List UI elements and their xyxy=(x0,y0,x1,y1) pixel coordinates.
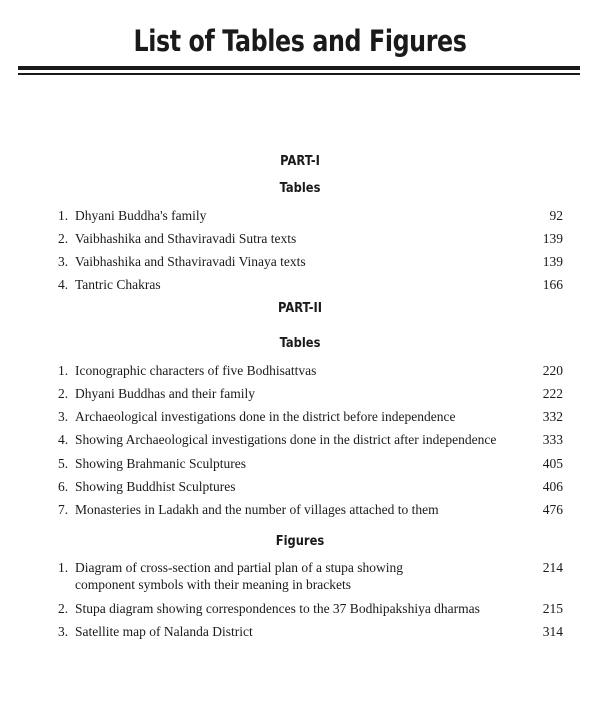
list-item xyxy=(58,385,563,402)
list-item xyxy=(58,207,563,224)
entry-title: Vaibhashika and Sthaviravadi Sutra texts xyxy=(75,231,297,246)
list-item xyxy=(58,253,563,270)
part-2-figures-heading: Figures xyxy=(275,533,325,549)
entry-number: 1. xyxy=(58,208,69,223)
entry-number: 3. xyxy=(58,624,69,639)
entry-title: Diagram of cross-section and partial plan of a stupa showing component symbols with their meaning in brackets xyxy=(75,560,404,592)
entry-title: Stupa diagram showing correspondences to the 37 Bodhipakshiya dharmas xyxy=(75,601,480,616)
entry-title: Monasteries in Ladakh and the number of villages attached to them xyxy=(75,502,439,517)
list-item xyxy=(58,408,563,425)
entry-number: 4. xyxy=(58,277,69,292)
entry-page: 332 xyxy=(542,409,563,424)
entry-number: 3. xyxy=(58,409,69,424)
entry-number: 1. xyxy=(58,560,69,575)
entry-number: 2. xyxy=(58,231,69,246)
entry-title: Showing Buddhist Sculptures xyxy=(75,479,236,494)
entry-title: Tantric Chakras xyxy=(75,277,161,292)
part-2-tables-heading: Tables xyxy=(279,335,321,351)
part-2-heading: PART-II xyxy=(277,300,322,316)
entry-title: Showing Brahmanic Sculptures xyxy=(75,456,246,471)
list-item xyxy=(58,276,563,293)
part-1-heading: PART-I xyxy=(280,153,320,169)
list-item xyxy=(58,478,563,495)
entry-page: 92 xyxy=(549,208,563,223)
entry-page: 405 xyxy=(542,456,563,471)
list-item xyxy=(58,559,563,593)
list-item xyxy=(58,600,563,617)
entry-title: Showing Archaeological investigations done in the district after independence xyxy=(75,432,497,447)
list-item xyxy=(58,362,563,379)
entry-number: 7. xyxy=(58,502,69,517)
entry-title: Archaeological investigations done in the district before independence xyxy=(75,409,456,424)
entry-number: 5. xyxy=(58,456,69,471)
list-item xyxy=(58,230,563,247)
list-item xyxy=(58,455,563,472)
list-item xyxy=(58,623,563,640)
entry-number: 2. xyxy=(58,601,69,616)
entry-page: 214 xyxy=(542,560,563,575)
entry-number: 4. xyxy=(58,432,69,447)
entry-page: 406 xyxy=(542,479,563,494)
entry-title: Dhyani Buddhas and their family xyxy=(75,386,255,401)
entry-page: 166 xyxy=(542,277,563,292)
entry-number: 1. xyxy=(58,363,69,378)
entry-title: Satellite map of Nalanda District xyxy=(75,624,253,639)
title-rule-thick xyxy=(18,66,580,70)
entry-page: 220 xyxy=(542,363,563,378)
entry-title: Iconographic characters of five Bodhisattvas xyxy=(75,363,317,378)
entry-title: Vaibhashika and Sthaviravadi Vinaya texts xyxy=(75,254,306,269)
list-item xyxy=(58,431,563,448)
part-1-tables-heading: Tables xyxy=(279,180,321,196)
entry-number: 6. xyxy=(58,479,69,494)
list-item xyxy=(58,501,563,518)
entry-number: 2. xyxy=(58,386,69,401)
entry-page: 476 xyxy=(542,502,563,517)
entry-page: 139 xyxy=(542,231,563,246)
entry-page: 314 xyxy=(542,624,563,639)
page-title: List of Tables and Figures xyxy=(133,24,467,58)
entry-page: 215 xyxy=(542,601,563,616)
entry-page: 333 xyxy=(542,432,563,447)
entry-title: Dhyani Buddha's family xyxy=(75,208,207,223)
entry-page: 222 xyxy=(542,386,563,401)
entry-number: 3. xyxy=(58,254,69,269)
title-rule-thin xyxy=(18,73,580,75)
entry-page: 139 xyxy=(542,254,563,269)
